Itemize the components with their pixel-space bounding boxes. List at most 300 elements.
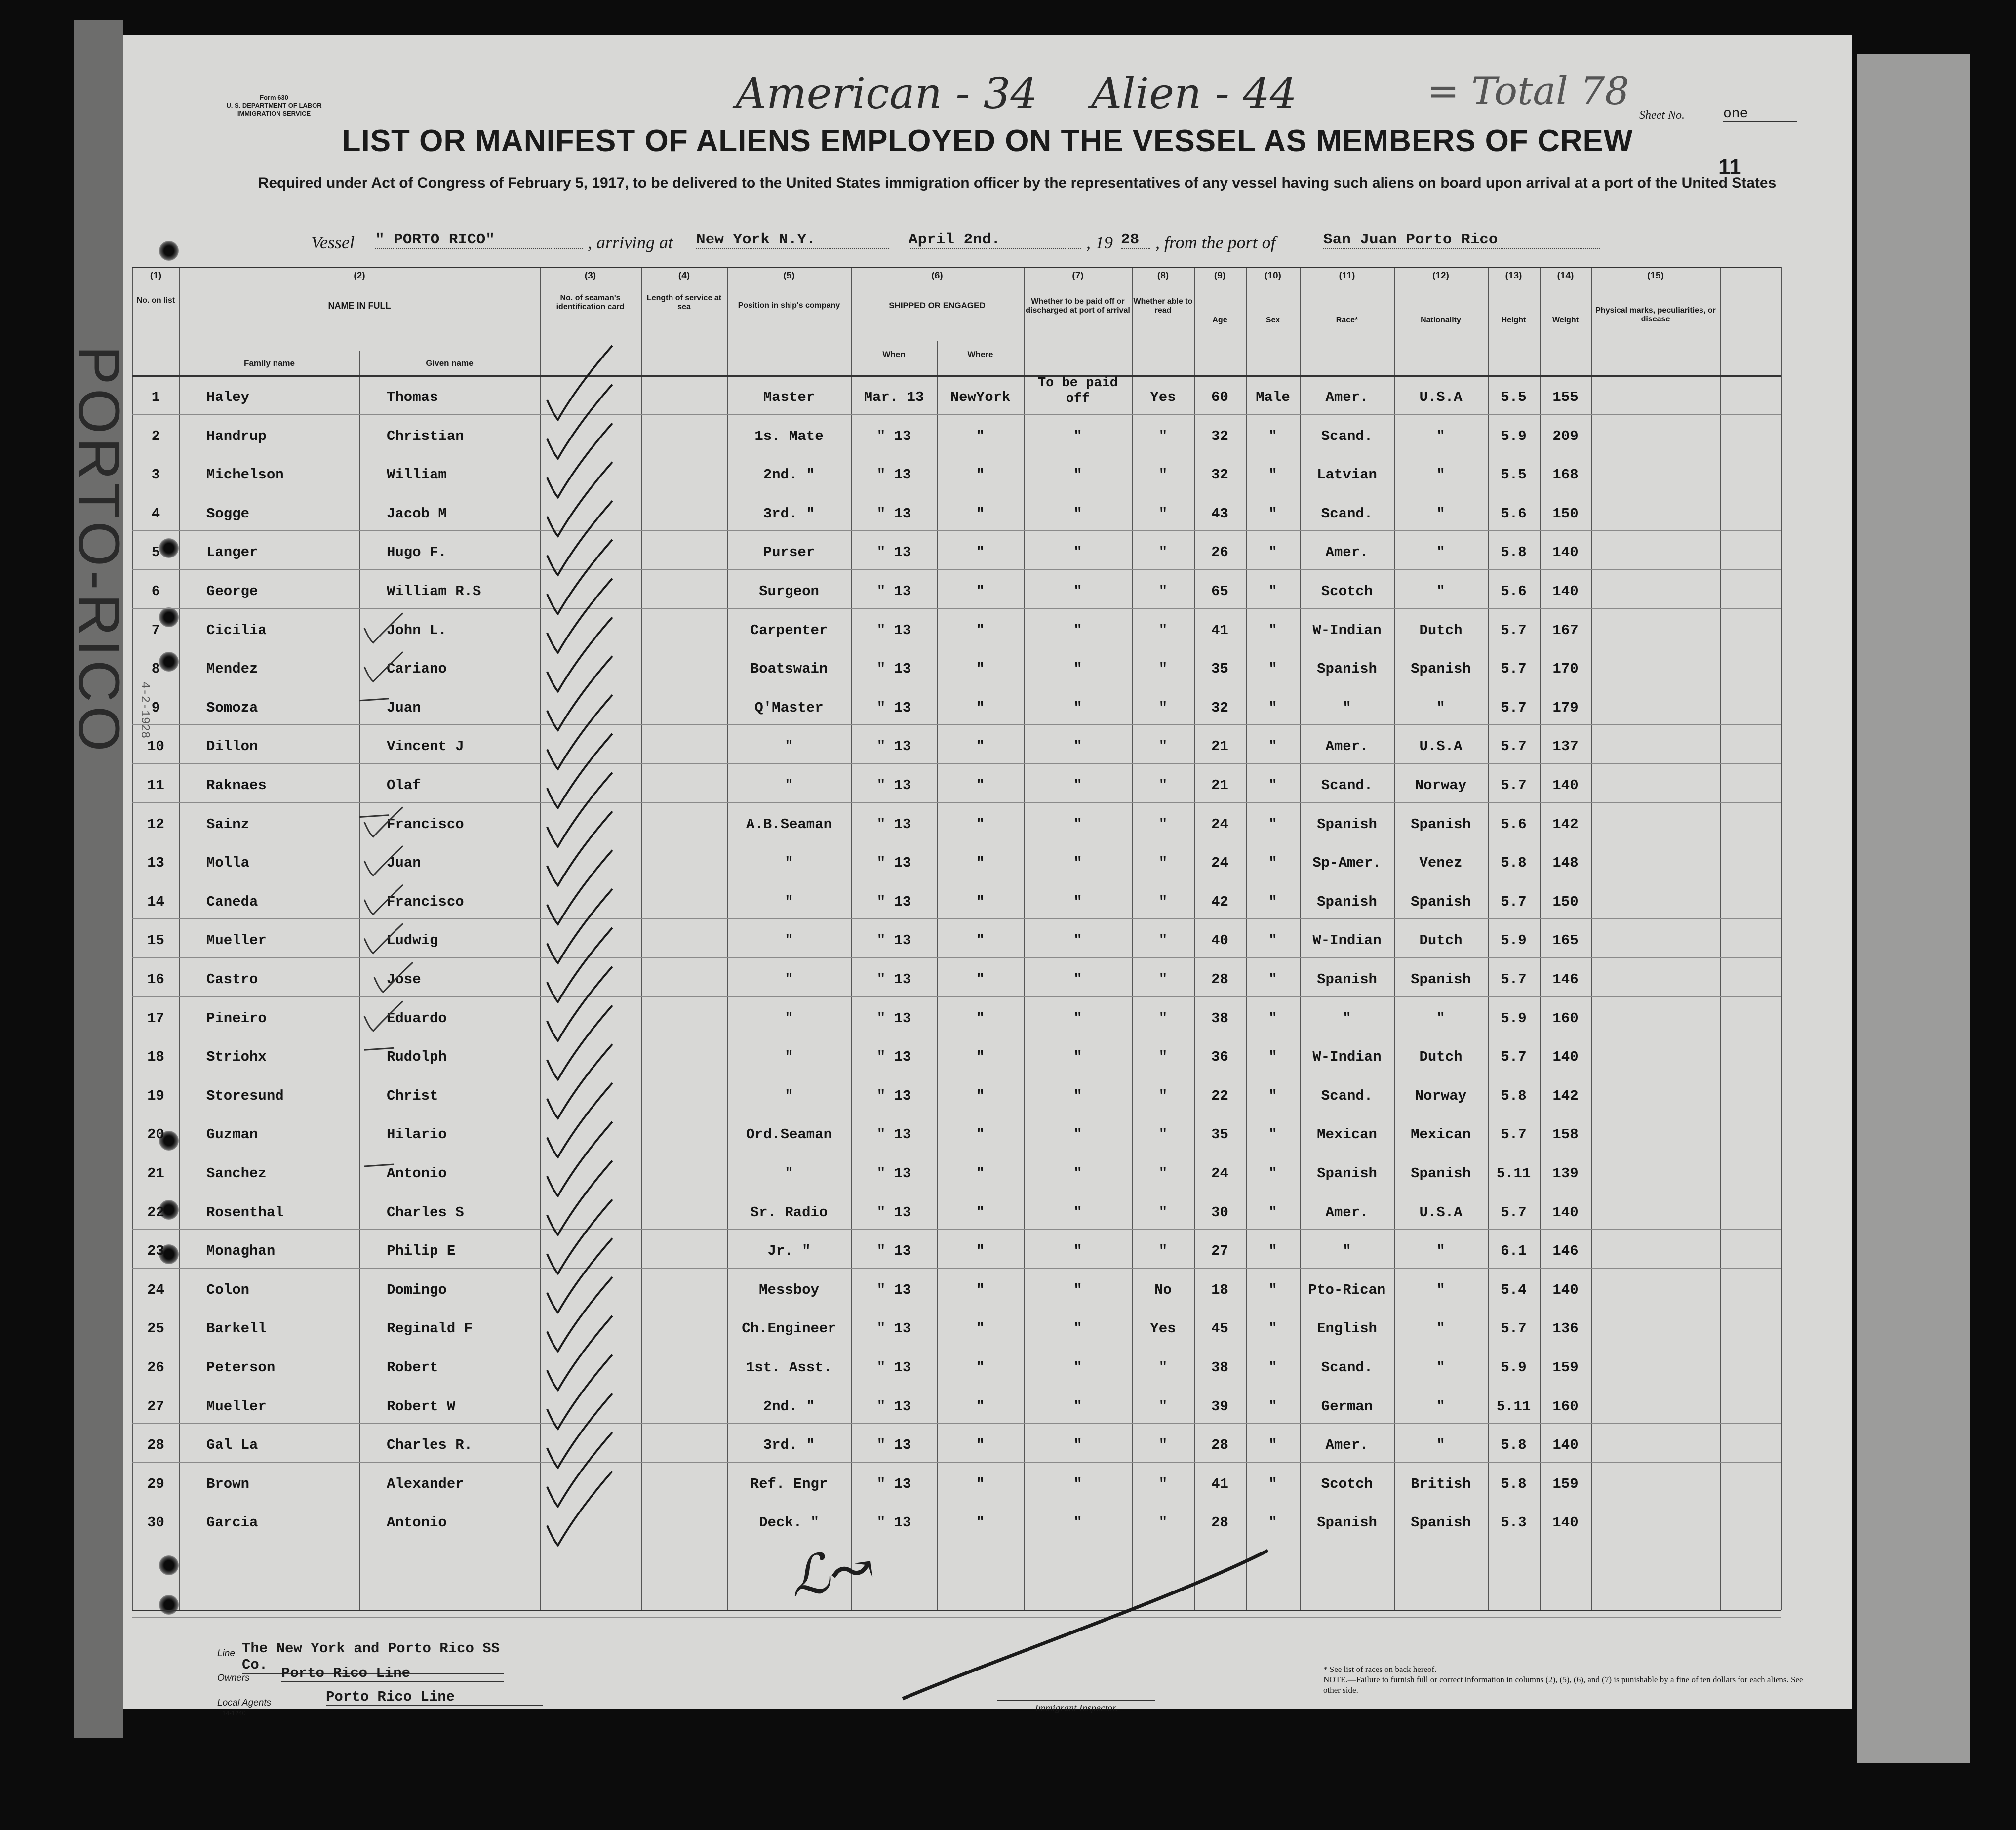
cell-when: " 13 — [876, 1320, 911, 1337]
cell-when: " 13 — [876, 428, 911, 444]
check-mark-icon — [547, 1005, 612, 1079]
cell-read: " — [1158, 893, 1168, 910]
cell-race: Scand. — [1321, 428, 1373, 444]
cell-nationality: Spanish — [1411, 1165, 1471, 1182]
cell-race: Sp-Amer. — [1312, 855, 1382, 872]
check-mark-icon — [547, 346, 612, 420]
cell-age: 27 — [1211, 1243, 1228, 1260]
cell-family: Sanchez — [206, 1165, 267, 1182]
cell-no: 22 — [147, 1204, 164, 1221]
cell-age: 45 — [1211, 1320, 1228, 1337]
cell-where: " — [976, 738, 985, 755]
cell-paid: " — [1073, 855, 1082, 872]
cell-given: Jose — [387, 971, 421, 988]
cell-position: Sr. Radio — [750, 1204, 828, 1221]
cell-weight: 170 — [1552, 661, 1579, 677]
cell-paid: " — [1073, 1010, 1082, 1027]
cell-when: " 13 — [876, 505, 911, 522]
cell-position: " — [785, 893, 793, 910]
header-where: Where — [967, 350, 993, 359]
cell-position: Deck. " — [759, 1514, 819, 1531]
owners-value: Porto Rico Line — [281, 1665, 504, 1682]
cell-no: 19 — [147, 1087, 164, 1104]
cell-nationality: " — [1436, 1320, 1445, 1337]
cell-height: 5.9 — [1501, 1010, 1527, 1027]
check-mark-icon — [547, 462, 612, 536]
header-paid-off: Whether to be paid off or discharged at port of arrival — [1026, 297, 1130, 315]
cell-read: " — [1158, 699, 1168, 716]
cell-when: " 13 — [876, 1475, 911, 1492]
check-mark-icon — [547, 1393, 612, 1468]
cell-height: 5.9 — [1501, 932, 1527, 949]
handwritten-check-marks — [132, 267, 1781, 1610]
cell-weight: 155 — [1552, 389, 1579, 405]
cell-age: 42 — [1211, 893, 1228, 910]
cell-weight: 140 — [1552, 544, 1579, 561]
cell-race: Amer. — [1325, 738, 1369, 755]
cell-no: 16 — [147, 971, 164, 988]
cell-given: Hilario — [387, 1126, 447, 1143]
service-name: IMMIGRATION SERVICE — [237, 110, 311, 117]
line-value: The New York and Porto Rico SS Co. — [242, 1640, 504, 1674]
cell-where: " — [976, 1398, 985, 1415]
cell-read: " — [1158, 1514, 1168, 1531]
cell-age: 35 — [1211, 661, 1228, 677]
cell-weight: 142 — [1552, 816, 1579, 833]
column-number: (15) — [1647, 271, 1664, 281]
cell-no: 23 — [147, 1243, 164, 1260]
cell-position: " — [785, 971, 793, 988]
header-able-to-read: Whether able to read — [1133, 297, 1193, 315]
cell-paid: " — [1073, 1398, 1082, 1415]
cell-family: Sainz — [206, 816, 250, 833]
check-mark-icon — [547, 1238, 612, 1313]
handwritten-american-count: American - 34 — [736, 69, 1038, 119]
cell-race: Scand. — [1321, 1087, 1373, 1104]
cell-height: 5.7 — [1501, 1204, 1527, 1221]
cell-read: " — [1158, 1437, 1168, 1454]
cell-position: " — [785, 932, 793, 949]
cell-weight: 139 — [1552, 1165, 1579, 1182]
cell-race: Spanish — [1317, 971, 1377, 988]
cell-no: 3 — [151, 467, 160, 483]
cell-position: Ref. Engr — [750, 1475, 828, 1492]
cell-race: W-Indian — [1312, 1049, 1382, 1066]
column-number: (11) — [1339, 271, 1355, 281]
header-length-service: Length of service at sea — [646, 294, 722, 311]
cell-weight: 140 — [1552, 777, 1579, 794]
cell-paid: " — [1073, 1126, 1082, 1143]
cell-race: English — [1317, 1320, 1377, 1337]
cell-where: " — [976, 1475, 985, 1492]
cell-paid: " — [1073, 738, 1082, 755]
dash-mark-icon — [364, 1048, 394, 1050]
cell-read: " — [1158, 467, 1168, 483]
check-mark-icon — [547, 1044, 612, 1118]
cell-position: Purser — [763, 544, 815, 561]
cell-sex: " — [1268, 1243, 1277, 1260]
cell-nationality: U.S.A — [1419, 1204, 1463, 1221]
cell-race: Spanish — [1317, 816, 1377, 833]
cell-where: " — [976, 816, 985, 833]
cell-age: 38 — [1211, 1359, 1228, 1376]
check-mark-icon — [547, 1161, 612, 1235]
cell-sex: " — [1268, 428, 1277, 444]
cell-given: Robert W — [387, 1398, 456, 1415]
tally-mark-icon — [364, 923, 403, 953]
cell-weight: 146 — [1552, 971, 1579, 988]
cell-position: " — [785, 738, 793, 755]
header-no-on-list: No. on list — [136, 296, 175, 305]
cell-sex: " — [1268, 544, 1277, 561]
header-weight: Weight — [1552, 316, 1579, 324]
column-number: (14) — [1557, 271, 1574, 281]
cell-position: 2nd. " — [763, 1398, 815, 1415]
cell-height: 5.7 — [1501, 699, 1527, 716]
cell-weight: 150 — [1552, 505, 1579, 522]
cell-paid: " — [1073, 428, 1082, 444]
cell-read: " — [1158, 1087, 1168, 1104]
cell-paid: To be paid off — [1037, 376, 1118, 406]
cell-weight: 146 — [1552, 1243, 1579, 1260]
cell-when: " 13 — [876, 971, 911, 988]
cell-no: 2 — [151, 428, 160, 444]
cell-position: A.B.Seaman — [746, 816, 832, 833]
dash-mark-icon — [359, 815, 389, 817]
stamped-side-date: 4-2-1928 — [138, 681, 151, 739]
document-title: LIST OR MANIFEST OF ALIENS EMPLOYED ON THE VESSEL AS MEMBERS OF CREW — [342, 124, 1633, 158]
cell-no: 1 — [151, 389, 160, 405]
cell-height: 5.6 — [1501, 816, 1527, 833]
cell-when: " 13 — [876, 738, 911, 755]
signature-stroke-icon — [903, 1551, 1268, 1699]
cell-age: 35 — [1211, 1126, 1228, 1143]
page-edge-stack — [1857, 54, 1970, 1763]
cell-height: 5.6 — [1501, 505, 1527, 522]
cell-nationality: " — [1436, 1437, 1445, 1454]
cell-when: " 13 — [876, 544, 911, 561]
cell-position: 3rd. " — [763, 505, 815, 522]
cell-sex: " — [1268, 661, 1277, 677]
cell-sex: " — [1268, 738, 1277, 755]
cell-position: Q'Master — [754, 699, 824, 716]
cell-read: " — [1158, 661, 1168, 677]
cell-nationality: Dutch — [1419, 622, 1463, 638]
cell-race: German — [1321, 1398, 1373, 1415]
cell-sex: " — [1268, 1126, 1277, 1143]
cell-sex: " — [1268, 855, 1277, 872]
cell-read: " — [1158, 816, 1168, 833]
cell-sex: " — [1268, 1165, 1277, 1182]
cell-race: " — [1343, 1243, 1351, 1260]
cell-nationality: Venez — [1419, 855, 1463, 872]
cell-when: " 13 — [876, 1398, 911, 1415]
cell-sex: " — [1268, 699, 1277, 716]
cell-when: " 13 — [876, 1010, 911, 1027]
cell-given: Olaf — [387, 777, 421, 794]
cell-when: " 13 — [876, 932, 911, 949]
cell-family: Gal La — [206, 1437, 258, 1454]
dash-mark-icon — [359, 699, 389, 701]
cell-no: 13 — [147, 855, 164, 872]
cell-family: Striohx — [206, 1049, 267, 1066]
check-mark-icon — [547, 889, 612, 963]
cell-read: " — [1158, 971, 1168, 988]
footnote — [1323, 1664, 1817, 1695]
arriving-label: , arriving at — [588, 233, 673, 252]
cell-where: " — [976, 1514, 985, 1531]
cell-when: " 13 — [876, 855, 911, 872]
check-mark-icon — [547, 928, 612, 1002]
cell-given: Antonio — [387, 1165, 447, 1182]
cell-position: 3rd. " — [763, 1437, 815, 1454]
cell-sex: " — [1268, 583, 1277, 599]
cell-read: Yes — [1150, 389, 1176, 405]
cell-family: Storesund — [206, 1087, 284, 1104]
cell-given: Christian — [387, 428, 464, 444]
cell-age: 36 — [1211, 1049, 1228, 1066]
cell-weight: 167 — [1552, 622, 1579, 638]
cell-when: " 13 — [876, 467, 911, 483]
cell-family: Rosenthal — [206, 1204, 284, 1221]
column-number: (6) — [931, 271, 943, 281]
cell-no: 11 — [147, 777, 164, 794]
cell-position: Boatswain — [750, 661, 828, 677]
check-mark-icon — [547, 811, 612, 885]
cell-race: Spanish — [1317, 1514, 1377, 1531]
cell-paid: " — [1073, 583, 1082, 599]
cell-position: Jr. " — [767, 1243, 811, 1260]
handwritten-side-note: PORTO-RICO — [66, 346, 131, 756]
cell-paid: " — [1073, 1281, 1082, 1298]
cell-nationality: U.S.A — [1419, 738, 1463, 755]
cell-position: 1st. Asst. — [746, 1359, 832, 1376]
cell-given: Thomas — [387, 389, 438, 405]
cell-race: Scand. — [1321, 505, 1373, 522]
cell-family: Barkell — [206, 1320, 267, 1337]
cell-sex: " — [1268, 971, 1277, 988]
cell-nationality: Spanish — [1411, 971, 1471, 988]
cell-weight: 142 — [1552, 1087, 1579, 1104]
cell-position: Ord.Seaman — [746, 1126, 832, 1143]
header-shipped: SHIPPED OR ENGAGED — [889, 301, 986, 310]
cell-race: Latvian — [1317, 467, 1377, 483]
departure-port: San Juan Porto Rico — [1323, 231, 1600, 249]
cell-when: " 13 — [876, 622, 911, 638]
cell-nationality: Spanish — [1411, 1514, 1471, 1531]
cell-sex: Male — [1256, 389, 1290, 405]
handwritten-alien-count: Alien - 44 — [1091, 69, 1297, 119]
cell-read: " — [1158, 777, 1168, 794]
arrival-date: April 2nd. — [909, 231, 1081, 249]
cell-nationality: " — [1436, 1398, 1445, 1415]
cell-age: 24 — [1211, 816, 1228, 833]
cell-where: " — [976, 544, 985, 561]
cell-height: 5.7 — [1501, 971, 1527, 988]
cell-read: " — [1158, 1398, 1168, 1415]
cell-given: Eduardo — [387, 1010, 447, 1027]
cell-where: " — [976, 777, 985, 794]
cell-weight: 148 — [1552, 855, 1579, 872]
header-given-name: Given name — [426, 358, 474, 368]
cell-height: 5.7 — [1501, 661, 1527, 677]
cell-read: " — [1158, 1204, 1168, 1221]
cell-race: Scand. — [1321, 777, 1373, 794]
check-mark-icon — [547, 1355, 612, 1429]
cell-given: Juan — [387, 699, 421, 716]
cell-age: 40 — [1211, 932, 1228, 949]
cell-when: " 13 — [876, 661, 911, 677]
cell-height: 5.9 — [1501, 428, 1527, 444]
header-nationality: Nationality — [1421, 316, 1461, 324]
cell-race: Amer. — [1325, 544, 1369, 561]
cell-where: " — [976, 1281, 985, 1298]
cell-age: 26 — [1211, 544, 1228, 561]
cell-nationality: " — [1436, 467, 1445, 483]
check-mark-icon — [547, 1316, 612, 1390]
check-mark-icon — [547, 734, 612, 808]
vessel-name: " PORTO RICO" — [375, 231, 583, 249]
cell-read: " — [1158, 1243, 1168, 1260]
cell-sex: " — [1268, 816, 1277, 833]
footnote-penalty: NOTE.—Failure to furnish full or correct information in columns (2), (5), (6), and (7) is punishable by a fine of ten dollars for each aliens. See other side. — [1323, 1675, 1803, 1695]
cell-given: Rudolph — [387, 1049, 447, 1066]
arrival-year: 28 — [1121, 231, 1150, 249]
column-number: (9) — [1214, 271, 1226, 281]
cell-age: 32 — [1211, 467, 1228, 483]
cell-age: 38 — [1211, 1010, 1228, 1027]
cell-where: " — [976, 428, 985, 444]
cell-sex: " — [1268, 1437, 1277, 1454]
cell-sex: " — [1268, 1359, 1277, 1376]
cell-weight: 165 — [1552, 932, 1579, 949]
cell-where: NewYork — [950, 389, 1011, 405]
cell-paid: " — [1073, 1514, 1082, 1531]
cell-weight: 140 — [1552, 583, 1579, 599]
cell-race: Amer. — [1325, 1437, 1369, 1454]
cell-age: 65 — [1211, 583, 1228, 599]
cell-position: Master — [763, 389, 815, 405]
cell-nationality: Norway — [1415, 1087, 1467, 1104]
cell-when: " 13 — [876, 1087, 911, 1104]
cell-position: " — [785, 1087, 793, 1104]
check-mark-icon — [547, 656, 612, 730]
cell-when: " 13 — [876, 1049, 911, 1066]
cell-height: 5.4 — [1501, 1281, 1527, 1298]
cell-family: Dillon — [206, 738, 258, 755]
cell-sex: " — [1268, 1204, 1277, 1221]
cell-when: " 13 — [876, 583, 911, 599]
cell-where: " — [976, 1126, 985, 1143]
column-number: (1) — [150, 271, 162, 281]
cell-position: 2nd. " — [763, 467, 815, 483]
cell-where: " — [976, 1359, 985, 1376]
cell-sex: " — [1268, 1087, 1277, 1104]
cell-when: " 13 — [876, 1165, 911, 1182]
tally-mark-icon — [364, 652, 403, 681]
cell-age: 28 — [1211, 971, 1228, 988]
cell-family: Monaghan — [206, 1243, 276, 1260]
cell-paid: " — [1073, 505, 1082, 522]
row-rule — [132, 1610, 1781, 1611]
cell-no: 4 — [151, 505, 160, 522]
cell-family: Raknaes — [206, 777, 267, 794]
header-race: Race* — [1336, 316, 1358, 324]
cell-when: " 13 — [876, 1359, 911, 1376]
cell-given: William — [387, 467, 447, 483]
cell-paid: " — [1073, 1165, 1082, 1182]
cell-no: 14 — [147, 893, 164, 910]
cell-where: " — [976, 583, 985, 599]
cell-family: Molla — [206, 855, 250, 872]
cell-height: 5.6 — [1501, 583, 1527, 599]
cell-given: Charles S — [387, 1204, 464, 1221]
cell-weight: 209 — [1552, 428, 1579, 444]
cell-age: 28 — [1211, 1514, 1228, 1531]
check-mark-icon — [547, 967, 612, 1041]
arrival-port: New York N.Y. — [696, 231, 889, 249]
cell-nationality: Spanish — [1411, 661, 1471, 677]
cell-nationality: " — [1436, 505, 1445, 522]
cell-sex: " — [1268, 1475, 1277, 1492]
cell-given: Jacob M — [387, 505, 447, 522]
cell-race: " — [1343, 1010, 1351, 1027]
cell-position: Messboy — [759, 1281, 819, 1298]
cell-weight: 140 — [1552, 1049, 1579, 1066]
cell-age: 18 — [1211, 1281, 1228, 1298]
cell-nationality: Norway — [1415, 777, 1467, 794]
cell-sex: " — [1268, 622, 1277, 638]
cell-paid: " — [1073, 467, 1082, 483]
column-rule — [1781, 267, 1782, 1610]
cell-nationality: Dutch — [1419, 1049, 1463, 1066]
cell-no: 21 — [147, 1165, 164, 1182]
cell-no: 30 — [147, 1514, 164, 1531]
cell-when: " 13 — [876, 816, 911, 833]
cell-weight: 159 — [1552, 1475, 1579, 1492]
cell-height: 5.7 — [1501, 622, 1527, 638]
header-sex: Sex — [1265, 316, 1280, 324]
cell-no: 27 — [147, 1398, 164, 1415]
check-mark-icon — [547, 1277, 612, 1351]
cell-paid: " — [1073, 1475, 1082, 1492]
manifest-page — [66, 35, 1852, 1717]
cell-where: " — [976, 505, 985, 522]
cell-where: " — [976, 661, 985, 677]
cell-race: Scotch — [1321, 1475, 1373, 1492]
cell-when: " 13 — [876, 1281, 911, 1298]
column-number: (7) — [1072, 271, 1084, 281]
cell-family: Garcia — [206, 1514, 258, 1531]
cell-where: " — [976, 1087, 985, 1104]
check-mark-icon — [547, 1471, 612, 1545]
cell-no: 9 — [151, 699, 160, 716]
cell-given: Hugo F. — [387, 544, 447, 561]
column-number: (8) — [1157, 271, 1169, 281]
cell-family: Sogge — [206, 505, 250, 522]
cell-family: Somoza — [206, 699, 258, 716]
cell-height: 5.7 — [1501, 893, 1527, 910]
cell-height: 5.5 — [1501, 389, 1527, 405]
line-label: Line — [217, 1648, 235, 1659]
cell-given: Antonio — [387, 1514, 447, 1531]
cell-where: " — [976, 932, 985, 949]
cell-family: Michelson — [206, 467, 284, 483]
cell-race: Scand. — [1321, 1359, 1373, 1376]
cell-weight: 140 — [1552, 1281, 1579, 1298]
cell-given: Cariano — [387, 661, 447, 677]
cell-family: Guzman — [206, 1126, 258, 1143]
